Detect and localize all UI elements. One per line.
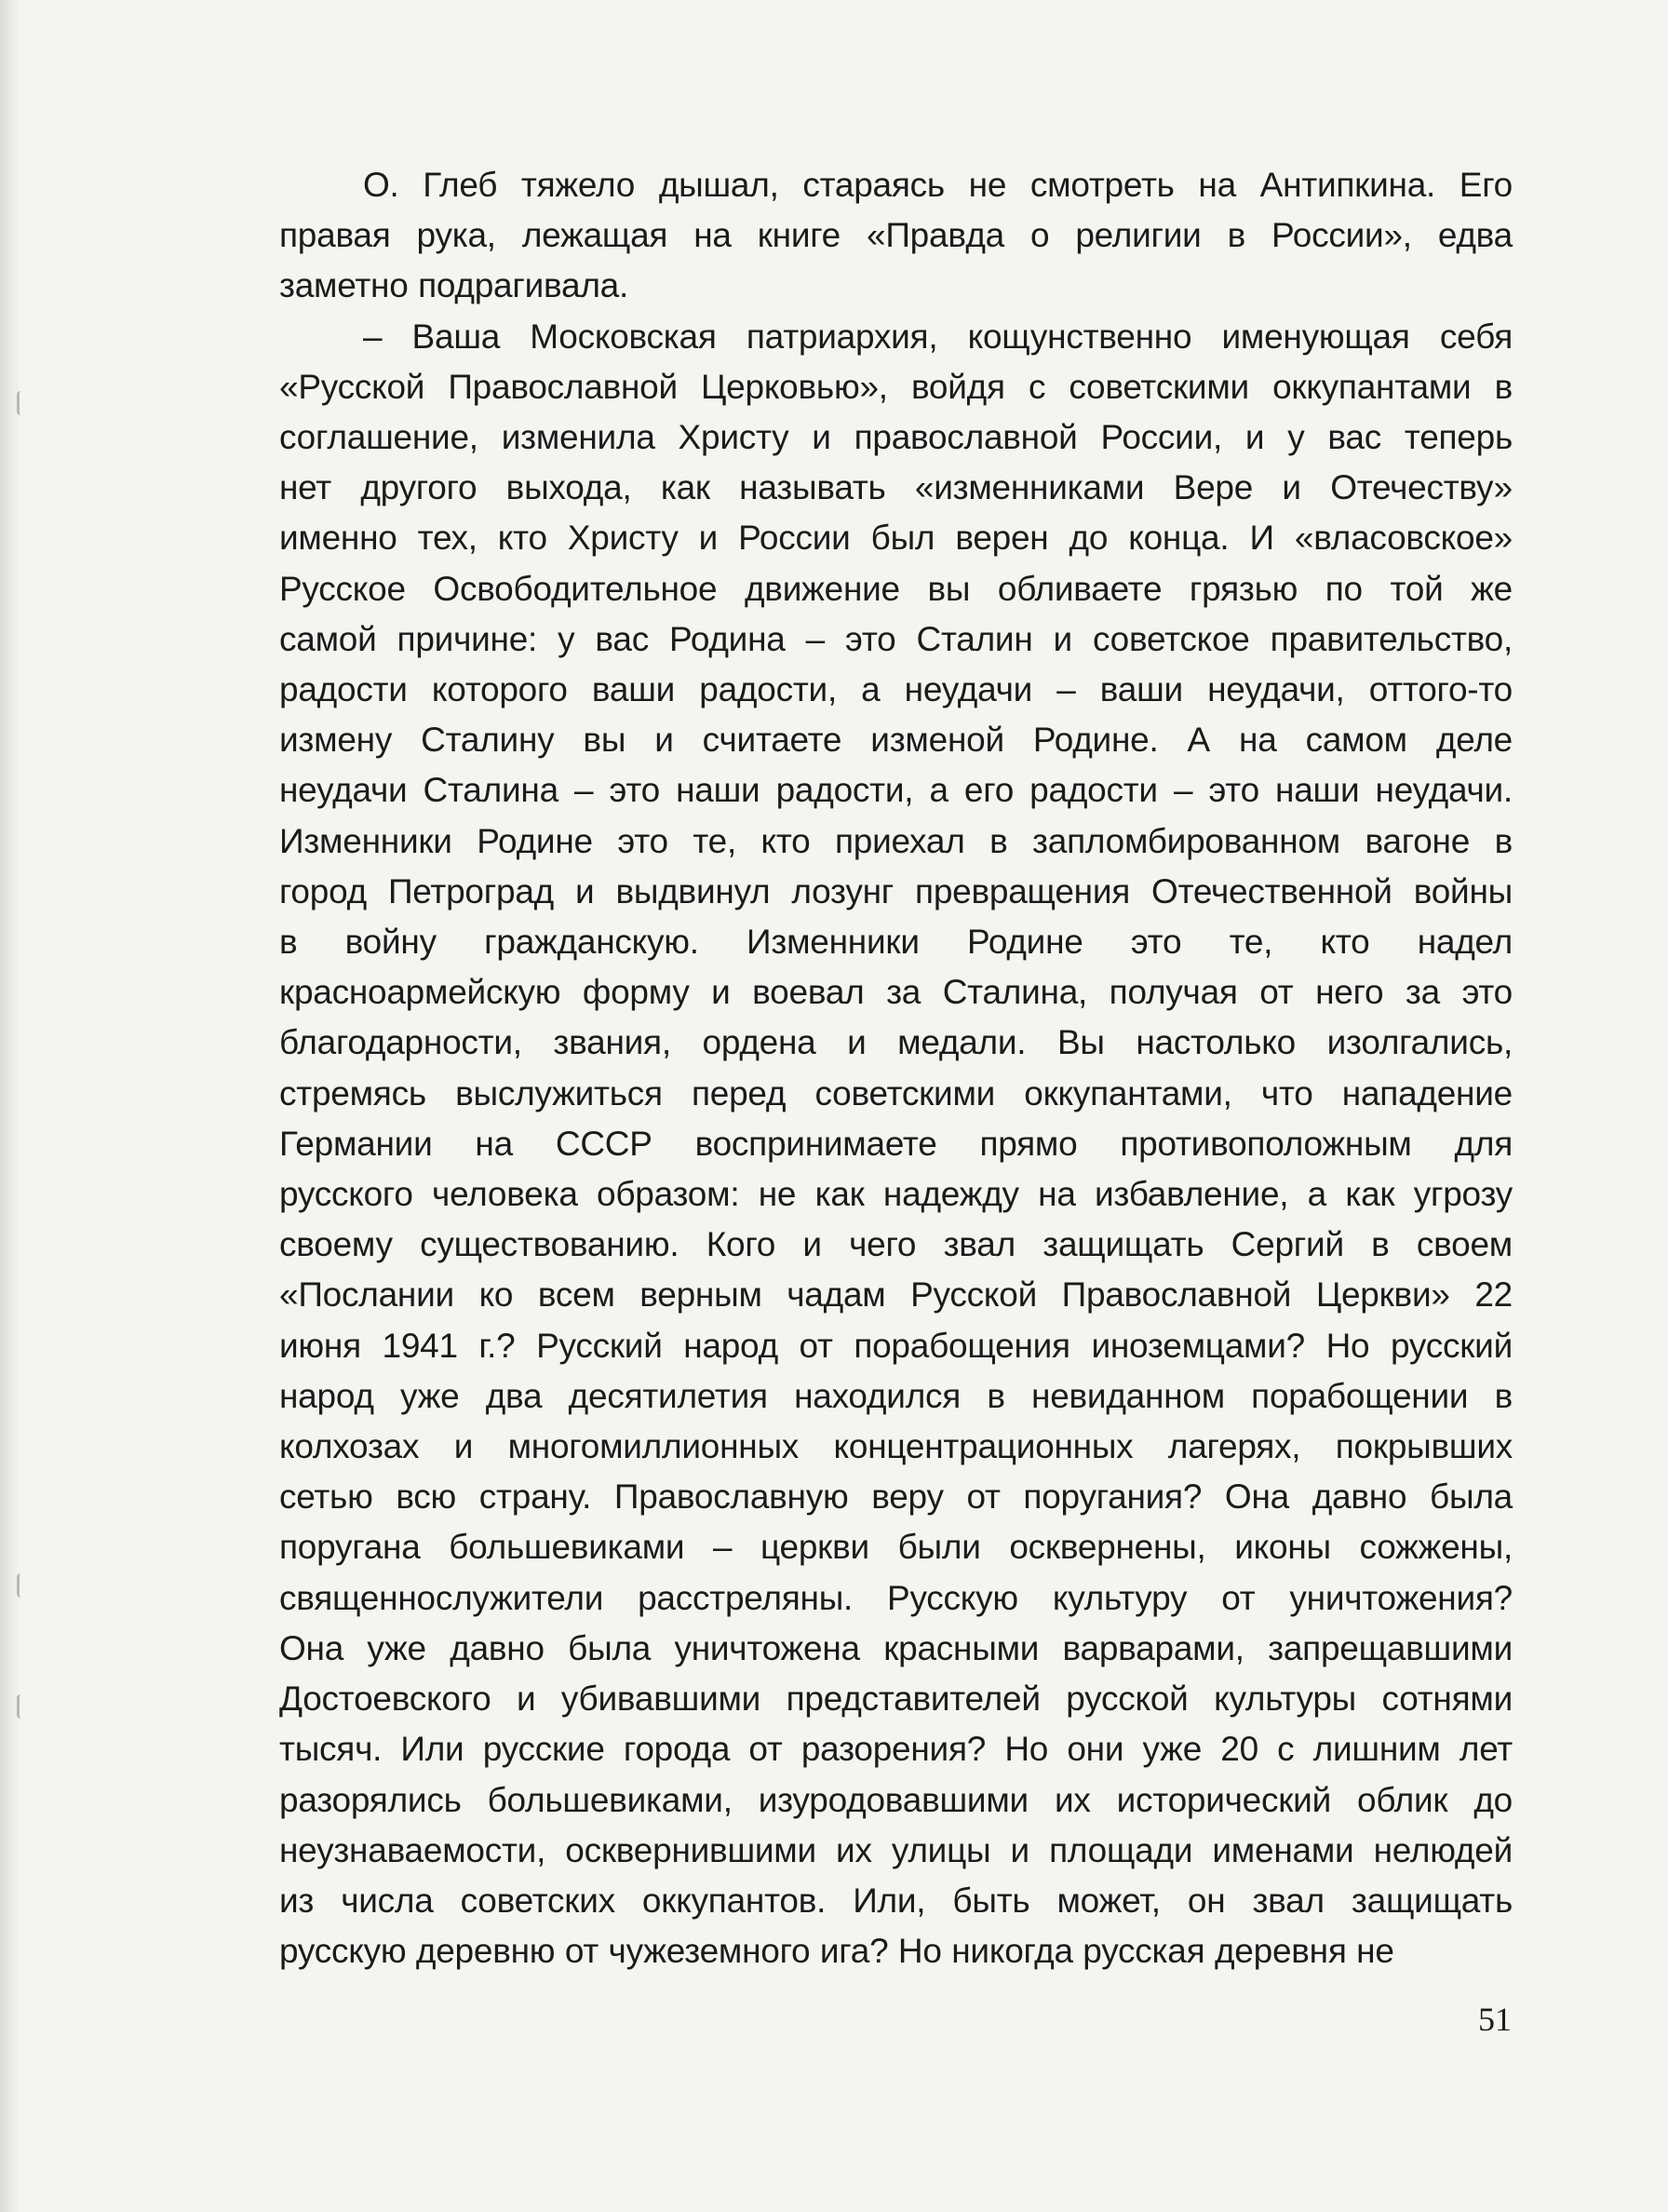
text-line: радости которого ваши радости, а неудачи – ваши неудачи, оттого-то — [279, 670, 1513, 709]
text-line: неудачи Сталина – это наши радости, а его радости – это наши неудачи. — [279, 771, 1513, 810]
text-line: разорялись большевиками, изуродовавшими их исторический облик до — [279, 1780, 1513, 1819]
text-line: благодарности, звания, ордена и медали. Вы настолько изолгались, — [279, 1023, 1513, 1062]
page-edge-shadow — [0, 0, 20, 2212]
text-line: измену Сталину вы и считаете изменой Родине. А на самом деле — [279, 721, 1513, 760]
binding-mark — [17, 1694, 36, 1719]
text-line: народ уже два десятилетия находился в невиданном порабощении в — [279, 1376, 1513, 1415]
text-line: своему существованию. Кого и чего звал защищать Сергий в своем — [279, 1225, 1513, 1264]
text-line: «Послании ко всем верным чадам Русской Православной Церкви» 22 — [279, 1275, 1513, 1315]
text-line: сетью всю страну. Православную веру от поругания? Она давно была — [279, 1477, 1513, 1517]
text-line: красноармейскую форму и воевал за Сталина, получая от него за это — [279, 973, 1513, 1012]
text-line: Она уже давно была уничтожена красными варварами, запрещавшими — [279, 1628, 1513, 1667]
text-line: самой причине: у вас Родина – это Сталин и советское правительство, — [279, 619, 1513, 658]
text-line: именно тех, кто Христу и России был верен до конца. И «власовское» — [279, 519, 1513, 558]
body-text — [279, 160, 1513, 1976]
text-line: стремясь выслужиться перед советскими оккупантами, что нападение — [279, 1073, 1513, 1113]
text-line: Германии на СССР воспринимаете прямо противоположным для — [279, 1124, 1513, 1163]
text-line: поругана большевиками – церкви были осквернены, иконы сожжены, — [279, 1528, 1513, 1567]
text-line: правая рука, лежащая на книге «Правда о религии в России», едва — [279, 216, 1513, 255]
text-line: – Ваша Московская патриархия, кощунственно именующая себя — [363, 317, 1513, 356]
text-line: русскую деревню от чужеземного ига? Но никогда русская деревня не — [279, 1932, 1394, 1971]
text-line: О. Глеб тяжело дышал, стараясь не смотреть на Антипкина. Его — [363, 166, 1513, 204]
text-line: «Русской Православной Церковью», войдя с советскими оккупантами в — [279, 367, 1513, 406]
text-line: Русское Освободительное движение вы обливаете грязью по той же — [279, 569, 1513, 608]
text-line: колхозах и многомиллионных концентрационных лагерях, покрывших — [279, 1427, 1513, 1466]
text-line: нет другого выхода, как называть «изменниками Вере и Отечеству» — [279, 468, 1513, 507]
text-line: Достоевского и убивавшими представителей русской культуры сотнями — [279, 1679, 1513, 1719]
page-number: 51 — [1478, 2001, 1512, 2038]
binding-mark — [17, 1573, 36, 1598]
binding-mark — [17, 391, 36, 415]
text-line: в войну гражданскую. Изменники Родине это те, кто надел — [279, 923, 1513, 962]
text-line: тысяч. Или русские города от разорения? Но они уже 20 с лишним лет — [279, 1730, 1513, 1769]
text-line: соглашение, изменила Христу и православной России, и у вас теперь — [279, 418, 1513, 457]
text-line: заметно подрагивала. — [279, 266, 629, 305]
text-line: русского человека образом: не как надежду на избавление, а как угрозу — [279, 1175, 1513, 1214]
text-line: священнослужители расстреляны. Русскую культуру от уничтожения? — [279, 1578, 1513, 1617]
paragraph — [279, 160, 1513, 312]
text-line: неузнаваемости, осквернившими их улицы и площади именами нелюдей — [279, 1830, 1513, 1869]
text-line: из числа советских оккупантов. Или, быть может, он звал защищать — [279, 1881, 1513, 1920]
paragraph — [279, 312, 1513, 1977]
text-line: июня 1941 г.? Русский народ от порабощения иноземцами? Но русский — [279, 1326, 1513, 1365]
text-line: город Петроград и выдвинул лозунг превращения Отечественной войны — [279, 871, 1513, 910]
text-line: Изменники Родине это те, кто приехал в запломбированном вагоне в — [279, 821, 1513, 860]
